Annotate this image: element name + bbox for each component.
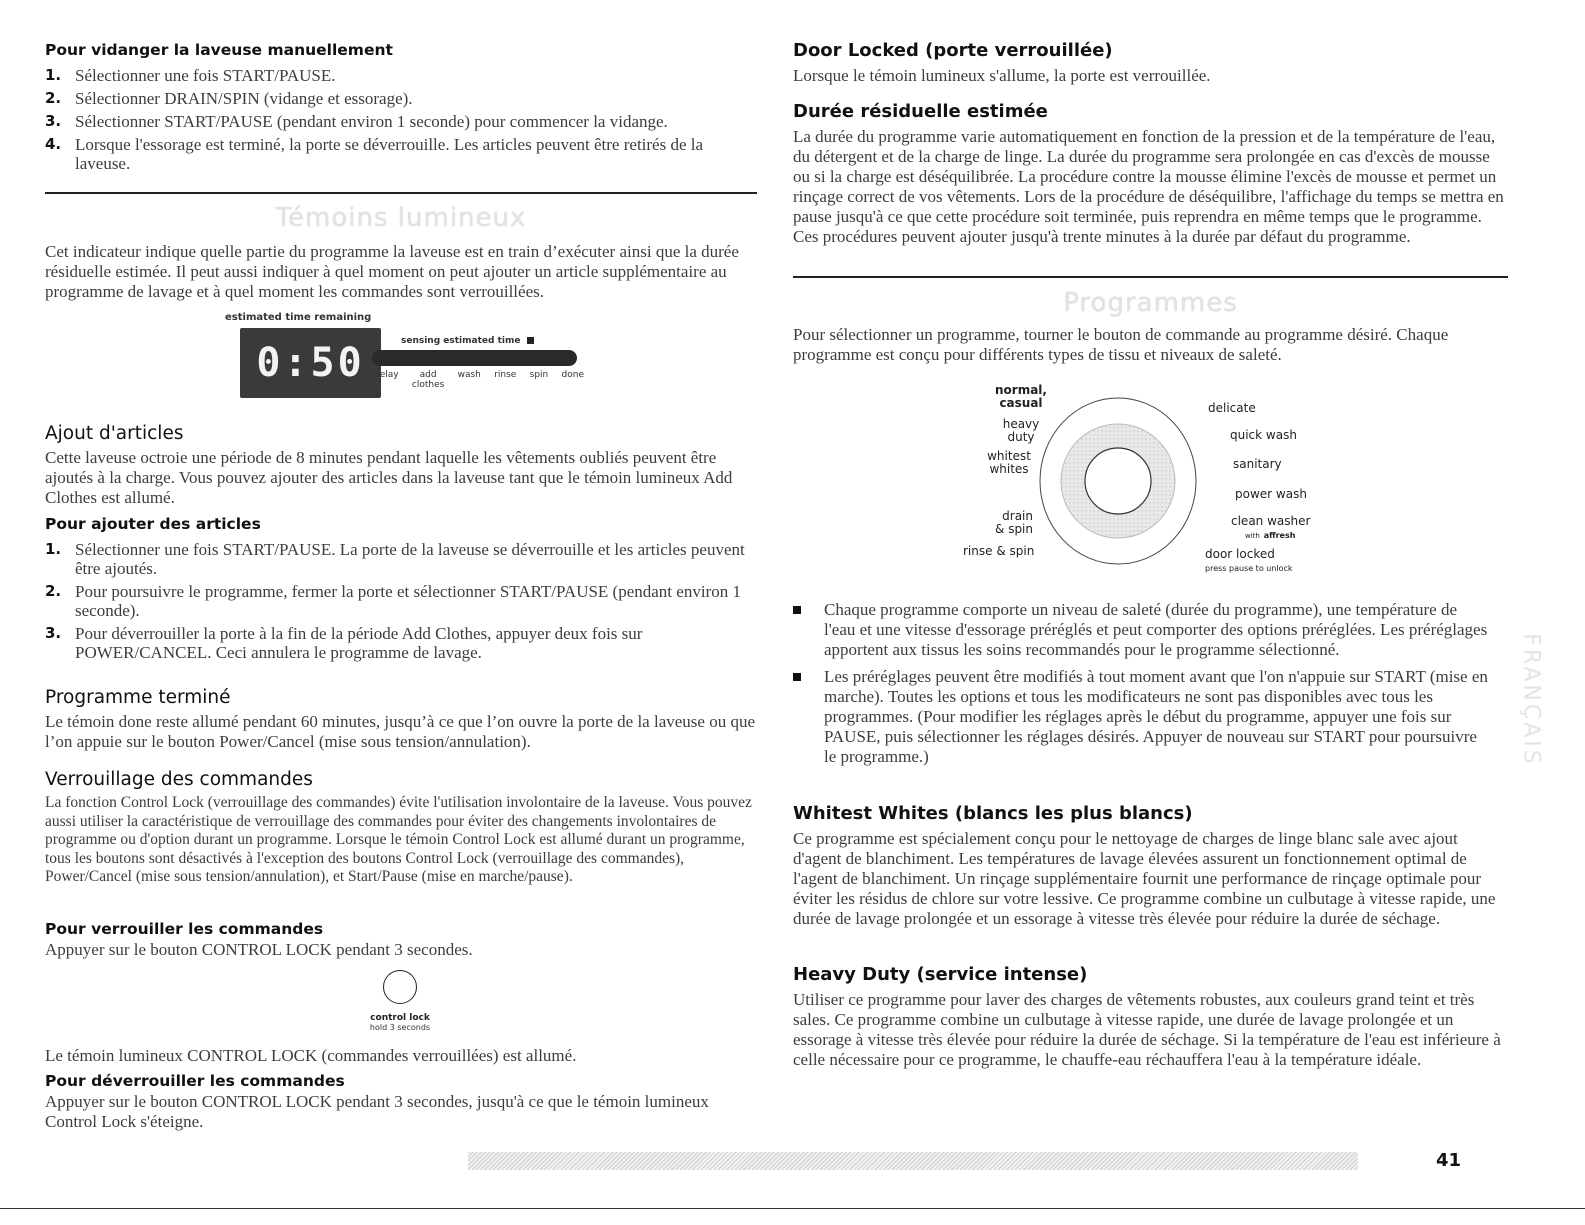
door-locked-text: door locked — [1205, 547, 1275, 561]
estimated-time-label: estimated time remaining — [225, 312, 372, 323]
section-divider — [45, 192, 757, 194]
dial-label-normal: normal, casual — [995, 383, 1047, 410]
stage-label: rinse — [494, 370, 517, 380]
dial-label-delicate: delicate — [1208, 401, 1256, 415]
verrouiller-title: Pour verrouiller les commandes — [45, 920, 324, 938]
dial-label-drain: drain & spin — [995, 509, 1033, 536]
dial-label-clean-washer — [1231, 515, 1310, 543]
sensing-label — [401, 336, 534, 346]
whitest-title: Whitest Whites (blancs les plus blancs) — [793, 803, 1193, 824]
affresh-with: with — [1245, 532, 1260, 540]
control-lock-sub: hold 3 seconds — [369, 1023, 431, 1032]
lock-on-text: Le témoin lumineux CONTROL LOCK (commandes verrouillées) est allumé. — [45, 1046, 577, 1065]
dial-label-quick-wash: quick wash — [1230, 428, 1297, 442]
step-number: 3. — [45, 624, 62, 642]
stage-labels — [374, 370, 584, 390]
list-item — [45, 135, 757, 173]
temoins-text: Cet indicateur indique quelle partie du programme la laveuse est en train d’exécuter ainsi que la durée résiduelle estimée. Il peut aussi indiquer à quel moment on peut ajouter un article supplémentaire au programme de lavage et à quel moment les commandes sont verrouillées. — [45, 242, 739, 301]
bottom-rule — [0, 1208, 1585, 1209]
bullet-square-icon — [793, 606, 801, 614]
step-number: 2. — [45, 89, 62, 107]
step-number: 2. — [45, 582, 62, 600]
list-item — [45, 112, 757, 131]
step-text: Sélectionner DRAIN/SPIN (vidange et essorage). — [75, 89, 413, 108]
list-item — [45, 66, 757, 85]
stage-label: wash — [457, 370, 481, 380]
side-tab-text: FRANÇAIS — [1518, 633, 1544, 767]
door-locked-sub: press pause to unlock — [1205, 564, 1293, 573]
heavy-title: Heavy Duty (service intense) — [793, 964, 1088, 985]
list-item — [793, 600, 1488, 660]
program-bullets — [793, 600, 1488, 774]
page-number: 41 — [1436, 1150, 1462, 1171]
drain-steps — [45, 66, 757, 173]
verrou-title: Verrouillage des commandes — [45, 769, 313, 790]
stage-label — [412, 370, 444, 390]
list-item — [793, 667, 1488, 767]
ajouter-steps — [45, 540, 757, 666]
dial-label-heavy: heavy duty — [1002, 417, 1040, 444]
verrou-text: La fonction Control Lock (verrouillage des commandes) évite l'utilisation involontaire de la laveuse. Vous pouvez aussi utiliser la caractéristique de verrouillage des commandes pour éviter des changements involontaires de programme ou d'option durant un programme. Lorsque le témoin Control Lock est allumé durant un programme, tous les boutons sont désactivés à l'exception des boutons Control Lock (verrouillage des commandes), Power/Cancel (mise sous tension/annulation), et Start/Pause (mise en marche/pause). — [45, 794, 752, 885]
step-text: Lorsque l'essorage est terminé, la porte se déverrouille. Les articles peuvent être retirés de la laveuse. — [75, 135, 704, 173]
control-lock-illustration — [345, 970, 455, 1036]
heavy-text: Utiliser ce programme pour laver des charges de vêtements robustes, aux couleurs grand teint et très sales. Ce programme combine un culbutage à vitesse rapide, une durée de lavage prolongée et un essorage à vitesse très élevée pour réduire la durée de séchage. Si la température de l'eau est inférieure à celle nécessaire pour ce programme, le chauffe-eau réchauffera l'eau à la température idéale. — [793, 990, 1501, 1069]
ajout-text: Cette laveuse octroie une période de 8 minutes pendant laquelle les vêtements oubliés peuvent être ajoutés à la charge. Vous pouvez ajouter des articles dans la laveuse tant que le témoin lumineux Add Clothes est allumé. — [45, 448, 733, 507]
drain-title: Pour vidanger la laveuse manuellement — [45, 41, 393, 59]
control-lock-circle-icon — [383, 970, 417, 1004]
verrouiller-text: Appuyer sur le bouton CONTROL LOCK pendant 3 secondes. — [45, 940, 473, 959]
progress-bar — [372, 350, 577, 366]
display-illustration — [45, 312, 757, 404]
list-item — [45, 582, 757, 620]
step-text: Sélectionner une fois START/PAUSE. — [75, 66, 336, 85]
stage-label-add: add — [419, 370, 437, 380]
duree-title: Durée résiduelle estimée — [793, 101, 1048, 122]
bullet-text: Les préréglages peuvent être modifiés à tout moment avant que l'on n'appuie sur START (mise en marche). Toutes les options et tous les modificateurs ne sont pas disponibles avec tous les programmes. (Pour modifier les réglages après le début du programme, appuyer une fois sur PAUSE, puis sélectionner les réglages désirés. Appuyer de nouveau sur START pour poursuivre le programme.) — [824, 667, 1488, 766]
stage-label-add-sub: clothes — [411, 380, 445, 390]
duree-text: La durée du programme varie automatiquement en fonction de la pression et de la température de l'eau, du détergent et de la charge de linge. La durée du programme sera prolongée en cas d'excès de mousse ou si la charge est déséquilibrée. La procédure contre la mousse élimine l'excès de mousse et permet un rinçage correct de vos vêtements. Lors de la procédure de déséquilibre, l'affichage du temps se mettra en pause jusqu'à ce que cette procédure soit terminée, puis reprendra en même temps que le programme. Ces procédures peuvent ajouter jusqu'à trente minutes à la durée par défaut du programme. — [793, 127, 1504, 246]
step-text: Sélectionner START/PAUSE (pendant environ 1 seconde) pour commencer la vidange. — [75, 112, 668, 131]
deverrouiller-text: Appuyer sur le bouton CONTROL LOCK pendant 3 secondes, jusqu'à ce que le témoin lumineux Control Lock s'éteigne. — [45, 1092, 709, 1131]
list-item — [45, 624, 757, 662]
clean-washer-text: clean washer — [1231, 514, 1311, 528]
language-side-tab — [1517, 625, 1545, 775]
step-number: 4. — [45, 135, 62, 153]
stage-label: delay — [374, 370, 399, 380]
affresh-logo: affresh — [1263, 531, 1296, 540]
dial-label-power-wash: power wash — [1235, 487, 1307, 501]
time-display-panel — [240, 328, 381, 398]
cycle-dial-diagram — [963, 378, 1313, 578]
step-number: 1. — [45, 540, 62, 558]
dial-label-sanitary: sanitary — [1233, 457, 1282, 471]
termine-text: Le témoin done reste allumé pendant 60 minutes, jusqu’à ce que l’on ouvre la porte de la laveuse ou que l’on appuie sur le bouton Power/Cancel (mise sous tension/annulation). — [45, 712, 755, 751]
door-title: Door Locked (porte verrouillée) — [793, 40, 1113, 61]
termine-title: Programme terminé — [45, 687, 231, 708]
sensing-square-icon — [527, 337, 534, 344]
bullet-text: Chaque programme comporte un niveau de saleté (durée du programme), une température de l'eau et une vitesse d'essorage préréglés et peut comporter des options préréglées. Les préréglages apportent aux tissus les soins recommandés pour le programme sélectionné. — [824, 600, 1488, 659]
list-item — [45, 89, 757, 108]
dial-label-whitest: whitest whites — [987, 449, 1031, 476]
list-item — [45, 540, 757, 578]
programmes-banner: Programmes — [1063, 288, 1238, 318]
sensing-label-text: sensing estimated time — [401, 336, 521, 346]
bullet-square-icon — [793, 673, 801, 681]
whitest-text: Ce programme est spécialement conçu pour le nettoyage de charges de linge blanc sale avec ajout d'agent de blanchiment. Les températures de lavage élevées assurent un fonctionnement optimal de l'agent de blanchiment. Un rinçage supplémentaire fournit une performance de rinçage optimale pour éviter les résidus de chlore sur votre lessive. Ce programme combine un culbutage à vitesse rapide, une durée de lavage prolongée et un essorage à vitesse très élevée pour réduire la durée de séchage. — [793, 829, 1496, 928]
ajouter-title: Pour ajouter des articles — [45, 515, 261, 533]
temoins-banner: Témoins lumineux — [275, 203, 527, 233]
step-text: Sélectionner une fois START/PAUSE. La porte de la laveuse se déverrouille et les articles peuvent être ajoutés. — [75, 540, 745, 578]
stage-label: done — [561, 370, 584, 380]
stage-label: spin — [529, 370, 549, 380]
dial-label-rinse: rinse & spin — [963, 544, 1035, 558]
deverrouiller-title: Pour déverrouiller les commandes — [45, 1072, 345, 1090]
dial-label-door-locked — [1205, 548, 1293, 575]
dial-center — [1085, 448, 1151, 514]
ajout-title: Ajout d'articles — [45, 423, 184, 444]
door-text: Lorsque le témoin lumineux s'allume, la porte est verrouillée. — [793, 66, 1211, 85]
section-divider — [793, 276, 1508, 278]
footer-bar — [468, 1152, 1358, 1170]
drain-section — [45, 40, 757, 177]
time-readout: 0:50 — [256, 340, 365, 386]
control-lock-label: control lock — [370, 1013, 430, 1023]
step-number: 1. — [45, 66, 62, 84]
step-number: 3. — [45, 112, 62, 130]
programmes-text: Pour sélectionner un programme, tourner le bouton de commande au programme désiré. Chaque programme est conçu pour différents types de tissu et niveaux de saleté. — [793, 325, 1449, 364]
step-text: Pour poursuivre le programme, fermer la porte et sélectionner START/PAUSE (pendant environ 1 seconde). — [75, 582, 741, 620]
step-text: Pour déverrouiller la porte à la fin de la période Add Clothes, appuyer deux fois sur POWER/CANCEL. Ceci annulera le programme de lavage. — [75, 624, 643, 662]
